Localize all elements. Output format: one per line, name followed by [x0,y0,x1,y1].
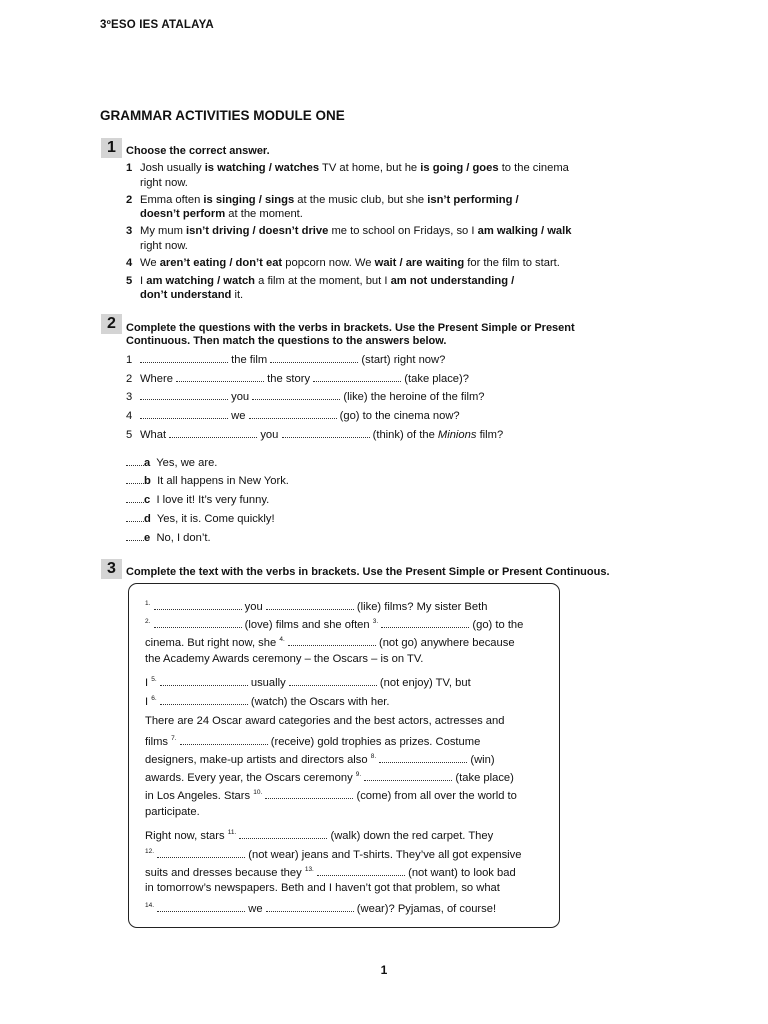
answer-blank[interactable] [249,408,337,419]
text-line-13: Right now, stars $^{11.}$ (walk) down the red carpet. They [145,829,494,842]
ex1-item-2: 2 Emma often is singing / sings at the music club, but she isn’t performing / [126,194,519,206]
exercise-2-instruction-line2: Continuous. Then match the questions to the answers below. [126,335,447,347]
text-line-10: awards. Every year, the Oscars ceremony $^{9.}$ (take place) [145,771,514,784]
ex1-item-1: 1 Josh usually is watching / watches TV at home, but he is going / goes to the cinema [126,162,569,174]
answer-blank[interactable] [266,599,354,610]
ex1-item-1-cont: right now. [140,177,188,189]
text-line-4: the Academy Awards ceremony – the Oscars – is on TV. [145,653,424,665]
answer-blank[interactable] [169,427,257,438]
school-header: 3ºESO IES ATALAYA [100,19,214,31]
match-blank[interactable] [126,456,144,466]
ex1-item-3: 3 My mum isn’t driving / doesn’t drive me to school on Fridays, so I am walking / walk [126,225,572,237]
answer-blank[interactable] [379,752,467,763]
text-line-2: $^{2.}$ (love) films and she often $^{3.}$ (go) to the [145,618,524,631]
answer-blank[interactable] [282,427,370,438]
answer-blank[interactable] [160,694,248,705]
answer-blank[interactable] [140,408,228,419]
ex2-question-3: 3 you (like) the heroine of the film? [126,391,485,403]
match-blank[interactable] [126,493,144,503]
answer-blank[interactable] [157,847,245,858]
ex2-question-5: 5 What you (think) of the Minions film? [126,429,504,441]
ex1-item-5-cont: don’t understand it. [140,289,244,301]
ex2-answer-a: a Yes, we are. [126,455,217,471]
match-blank[interactable] [126,474,144,484]
answer-blank[interactable] [313,371,401,382]
text-line-7: There are 24 Oscar award categories and the best actors, actresses and [145,715,505,727]
answer-blank[interactable] [270,352,358,363]
answer-blank[interactable] [154,599,242,610]
answer-blank[interactable] [381,617,469,628]
answer-blank[interactable] [157,901,245,912]
text-line-11: in Los Angeles. Stars $^{10.}$ (come) from all over the world to [145,789,517,802]
text-line-3: cinema. But right now, she $^{4.}$ (not go) anywhere because [145,636,515,649]
page-title: GRAMMAR ACTIVITIES MODULE ONE [100,108,345,123]
answer-blank[interactable] [176,371,264,382]
answer-blank[interactable] [140,389,228,400]
ex1-item-5: 5 I am watching / watch a film at the moment, but I am not understanding / [126,275,515,287]
exercise-1-instruction: Choose the correct answer. [126,145,270,157]
match-blank[interactable] [126,531,144,541]
text-line-1: $^{1.}$ you (like) films? My sister Beth [145,600,488,613]
ex2-answer-d: d Yes, it is. Come quickly! [126,511,275,527]
answer-blank[interactable] [364,770,452,781]
answer-blank[interactable] [317,865,405,876]
ex2-answer-b: b It all happens in New York. [126,473,289,489]
text-line-17: $^{14.}$ we (wear)? Pyjamas, of course! [145,902,497,915]
answer-blank[interactable] [239,828,327,839]
text-line-5: I $^{5.}$ usually (not enjoy) TV, but [145,676,471,689]
answer-blank[interactable] [266,901,354,912]
answer-blank[interactable] [265,788,353,799]
ex2-answer-c: c I love it! It’s very funny. [126,492,269,508]
text-line-16: in tomorrow’s newspapers. Beth and I haven’t got that problem, so what [145,882,500,894]
ex1-item-4: 4 We aren’t eating / don’t eat popcorn now. We wait / are waiting for the film to start. [126,257,560,269]
ex2-answer-e: e No, I don’t. [126,530,211,546]
answer-blank[interactable] [160,675,248,686]
ex1-item-2-cont: doesn’t perform at the moment. [140,208,303,220]
ex2-question-1: 1 the film (start) right now? [126,354,446,366]
answer-blank[interactable] [154,617,242,628]
text-line-8: films $^{7.}$ (receive) gold trophies as prizes. Costume [145,735,481,748]
text-line-15: suits and dresses because they $^{13.}$ (not want) to look bad [145,866,516,879]
ex1-item-3-cont: right now. [140,240,188,252]
text-line-14: $^{12.}$ (not wear) jeans and T-shirts. They’ve all got expensive [145,848,522,861]
exercise-3-badge: 3 [101,559,122,579]
ex2-question-2: 2 Where the story (take place)? [126,373,469,385]
exercise-3-instruction: Complete the text with the verbs in brackets. Use the Present Simple or Present Continuous. [126,566,610,578]
answer-blank[interactable] [252,389,340,400]
answer-blank[interactable] [180,734,268,745]
answer-blank[interactable] [289,675,377,686]
text-line-9: designers, make-up artists and directors also $^{8.}$ (win) [145,753,495,766]
text-line-6: I $^{6.}$ (watch) the Oscars with her. [145,695,390,708]
match-blank[interactable] [126,512,144,522]
ex2-question-4: 4 we (go) to the cinema now? [126,410,460,422]
page-number: 1 [380,963,388,977]
exercise-2-badge: 2 [101,314,122,334]
exercise-2-instruction-line1: Complete the questions with the verbs in brackets. Use the Present Simple or Present [126,322,575,334]
text-line-12: participate. [145,806,200,818]
exercise-1-badge: 1 [101,138,122,158]
answer-blank[interactable] [140,352,228,363]
answer-blank[interactable] [288,635,376,646]
